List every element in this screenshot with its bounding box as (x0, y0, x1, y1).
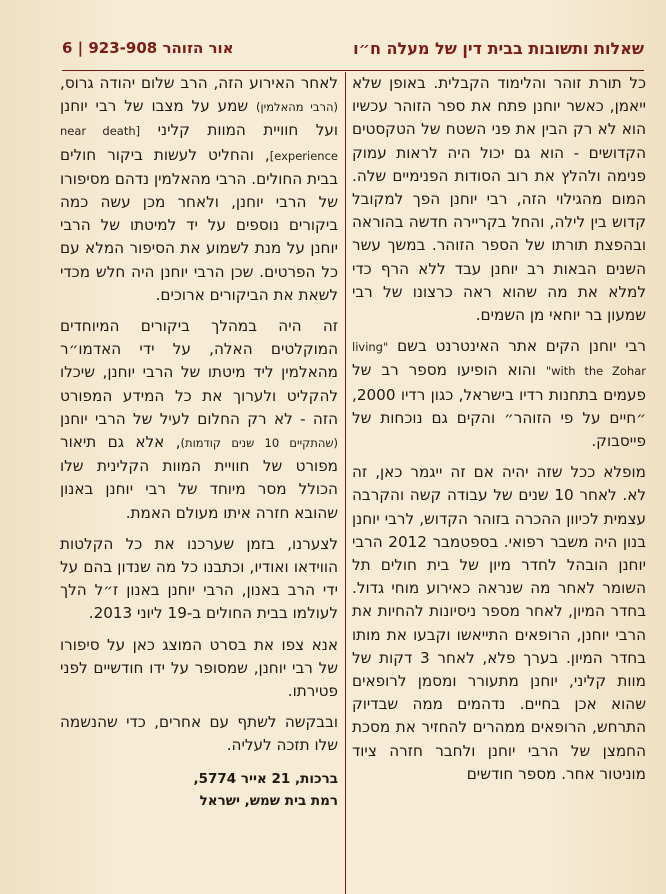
page-number-and-issue: אור הזוהר 923-908 | 6 (62, 39, 234, 57)
paragraph-text: זה היה במהלך ביקורים המיוחדים המוקלטים האלה, על ידי האדמו״ר מהאלמין ליד מיטתו של הרבי יוחנן, שיכלו להקליט ולערוך את כל המידע המפורט הזה - לא רק החלום לעיל של הרבי יוחנן (60, 317, 338, 428)
website-name: "living with the Zohar" (352, 340, 646, 379)
paragraph-text: רבי יוחנן הקים אתר האינטרנט בשם (397, 337, 647, 356)
right-column (352, 72, 646, 794)
parenthetical: (הרבי מהאלמין) (256, 100, 338, 115)
paragraph: מופלא ככל שזה יהיה אם זה ייגמר כאן, זה לא. לאחר 10 שנים של עבודה קשה והקרבה עצמית לכיוון ההכרה בזוהר הקדוש, לרבי יוחנן בנון היה משבר רפואי. בספטמבר 2012 הרבי יוחנן הובהל לחדר מיון של בית חולים תל השומר לאחר מה שנראה כאירוע מוחי גדול. בחדר המיון, לאחר מספר ניסיונות להחיות את הרבי יוחנן, הרופאים התייאשו וקבעו את מותו בחדר המיון. בערך פלא, לאחר 3 דקות של מוות קליני, יוחנן מתעורר ומסמן לרופאים שהוא אכן בחיים. נדהמים ממה שבדיוק התרחש, הרופאים ממהרים להחזיר את מסכת החמצן של הרבי יוחנן ולחבר חזרה ציוד מוניטור אחר. מספר חודשים (352, 463, 647, 783)
paragraph: ובבקשה לשתף עם אחרים, כדי שהנשמה שלו תזכה לעליה. (60, 713, 338, 755)
website-name-text: living with the Zohar (352, 340, 646, 379)
paragraph: לצערנו, בזמן שערכנו את כל הקלטות הווידאו ואודיו, וכתבנו כל מה שנדון בהם על ידי הרב באנון, הרבי יוחנן באנון ז״ל הלך לעולמו בבית החולים ב-19 ליוני 2013. (60, 534, 338, 623)
paragraph: כל תורת זוהר והלימוד הקבלית. באופן שלא ייאמן, כאשר יוחנן פתח את ספר הזוהר עכשיו הוא לא רק הבין את פני השטח של הטקסטים הקדושים - הוא גם יכול היה לראות עמוק פנימה ולהלץ את רוב הסודות הפנימיים שלה. המום מהגילוי הזה, רבי יוחנן הפך למקובל קדוש בין לילה, והחל בקריירה חדשה בהוראה ובהפצת תורתו של הספר הזוהר. במשך עשר השנים הבאות רב יוחנן עבד ללא הרף כדי למלא את מה שהוא ראה כרצונו של רבי שמעון בר יוחאי מן השמים. (352, 74, 646, 325)
paragraph-text: , אלא גם תיאור מפורט של חוויית המוות הקלינית שלו הכולל מסר מיוחד של רבי יוחנן באנון שהובא חזרה איתו מעולם האמת. (60, 433, 338, 522)
paragraph (60, 72, 338, 307)
page-header (62, 30, 644, 71)
running-title: שאלות ותשובות בבית דין של מעלה ח״ו (353, 39, 644, 58)
paragraph (352, 335, 646, 453)
paragraph (60, 315, 338, 525)
english-term: [near death experience] (60, 124, 338, 163)
signature-block (60, 768, 338, 812)
left-column (60, 72, 338, 812)
paragraph: אנא צפו את בסרט המוצג כאן על סיפורו של רבי יוחנן, שמסופר על ידו חודשיים לפני פטירתו. (60, 635, 338, 701)
signature-date: ברכות, 21 אייר 5774, (193, 770, 338, 787)
paragraph-text: לאחר האירוע הזה, הרב שלום יהודה גרוס, (60, 74, 338, 92)
signature-place: רמת בית שמש, ישראל (199, 792, 338, 809)
column-divider (345, 72, 346, 894)
paragraph-text: , והחליט לעשות ביקור חולים בבית החולים. הרבי מהאלמין נדהם מסיפורו של הרבי יוחנן, ולאחר מכן עשה כמה ביקורים נוספים על יד למיטתו של הרבי יוחנן על מנת לשמוע את הסיפור המלא עם כל הפרטים. שכן הרבי יוחנן היה חלש מכדי לשאת את הביקורים ארוכים. (60, 145, 338, 304)
paragraph-text: והוא הופיעו מספר רב של פעמים בתחנות רדיו בישראל, כגון רדיו 2000, ״חיים על פי הזוהר״ והקים גם נוכחות של פייסבוק. (352, 361, 646, 451)
parenthetical: (שהתקיים 10 שנים קודמות) (180, 436, 339, 451)
paragraph-text: שמע על מצבו של רבי יוחנן ועל חוויית המוות קליני (60, 97, 339, 140)
